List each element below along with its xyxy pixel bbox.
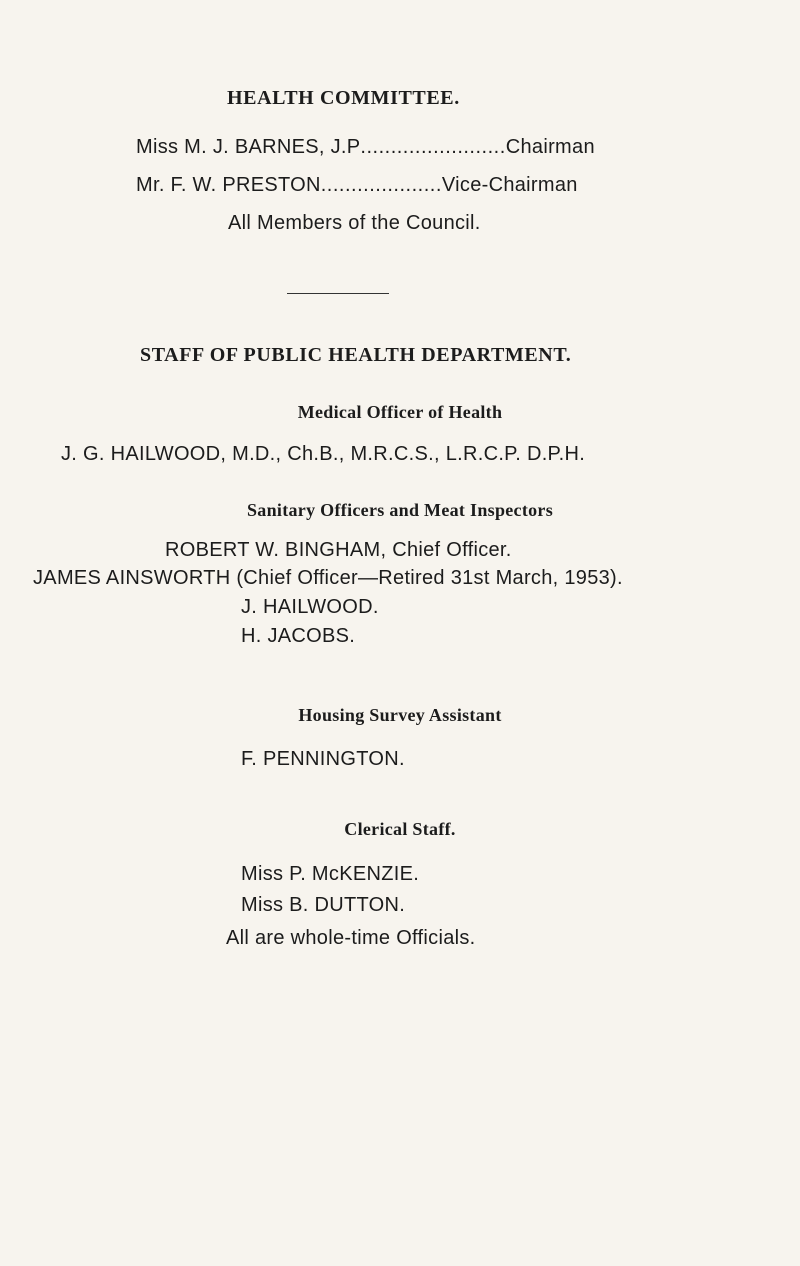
chairman-line	[136, 136, 595, 159]
sanitary-officer-chief: ROBERT W. BINGHAM, Chief Officer.	[165, 539, 512, 561]
medical-officer-name: J. G. HAILWOOD, M.D., Ch.B., M.R.C.S., L.R.C.P. D.P.H.	[61, 443, 586, 465]
whole-time-note: All are whole-time Officials.	[226, 927, 476, 949]
chairman-role: Chairman	[505, 136, 595, 158]
staff-title: STAFF OF PUBLIC HEALTH DEPARTMENT.	[140, 344, 572, 366]
vice-chairman-name: Mr. F. W. PRESTON	[136, 174, 321, 196]
clerical-member-mckenzie: Miss P. McKENZIE.	[241, 863, 420, 885]
clerical-heading: Clerical Staff.	[344, 819, 456, 839]
sanitary-officer-retired: JAMES AINSWORTH (Chief Officer—Retired 31st March, 1953).	[33, 567, 623, 589]
sanitary-officer-hailwood: J. HAILWOOD.	[241, 596, 379, 618]
housing-heading: Housing Survey Assistant	[298, 705, 502, 725]
health-committee-title: HEALTH COMMITTEE.	[227, 87, 460, 109]
divider-rule	[287, 293, 389, 294]
housing-assistant-name: F. PENNINGTON.	[241, 748, 405, 770]
chairman-name: Miss M. J. BARNES, J.P	[136, 136, 361, 158]
medical-officer-heading: Medical Officer of Health	[297, 402, 503, 422]
sanitary-officers-heading: Sanitary Officers and Meat Inspectors	[246, 500, 554, 520]
vice-chairman-leader: ....................	[320, 174, 442, 196]
vice-chairman-role: Vice-Chairman	[441, 174, 578, 196]
clerical-member-dutton: Miss B. DUTTON.	[241, 894, 406, 916]
chairman-leader: ........................	[360, 136, 506, 158]
members-note: All Members of the Council.	[228, 212, 481, 234]
vice-chairman-line	[136, 174, 578, 197]
sanitary-officer-jacobs: H. JACOBS.	[241, 625, 356, 647]
